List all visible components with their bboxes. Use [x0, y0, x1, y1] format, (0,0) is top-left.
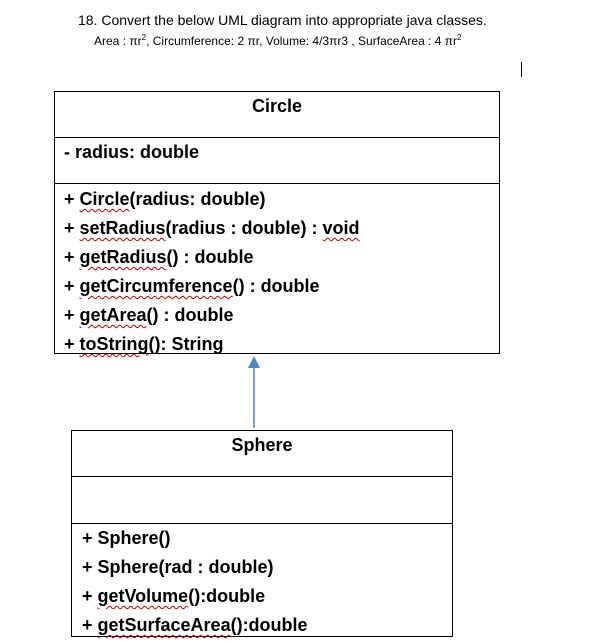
question-title: 18. Convert the below UML diagram into appropriate java classes.	[78, 12, 487, 28]
surface-exponent: 2	[457, 33, 462, 42]
circumference-formula: , Circumference: 2 πr	[146, 34, 260, 48]
sphere-class-name: Sphere	[231, 435, 293, 455]
sphere-class-box[interactable]	[71, 430, 453, 637]
area-formula: Area : πr	[94, 34, 142, 48]
sphere-methods	[82, 524, 452, 640]
volume-surface-formula: , Volume: 4/3πr3 , SurfaceArea : 4 πr	[259, 34, 458, 48]
area-exponent: 2	[141, 33, 147, 42]
method-get-circumference: + getCircumference() : double	[64, 276, 320, 296]
method-get-volume: + getVolume():double	[82, 586, 266, 606]
method-to-string: + toString(): String	[64, 334, 224, 354]
method-get-area: + getArea() : double	[64, 305, 234, 325]
circle-class-name: Circle	[251, 96, 303, 116]
sphere-divider-1	[72, 476, 452, 477]
method-get-surface-area: + getSurfaceArea():double	[82, 615, 308, 635]
method-sphere-default-constructor: + Sphere()	[82, 528, 171, 548]
circle-attribute-radius: - radius: double	[64, 142, 199, 162]
arrow-head	[248, 356, 260, 368]
method-sphere-constructor: + Sphere(rad : double)	[82, 557, 274, 577]
method-get-radius: + getRadius() : double	[64, 247, 254, 267]
method-set-radius: + setRadius(radius : double) : void	[64, 218, 360, 238]
method-circle-constructor: + Circle(radius: double)	[64, 189, 266, 209]
